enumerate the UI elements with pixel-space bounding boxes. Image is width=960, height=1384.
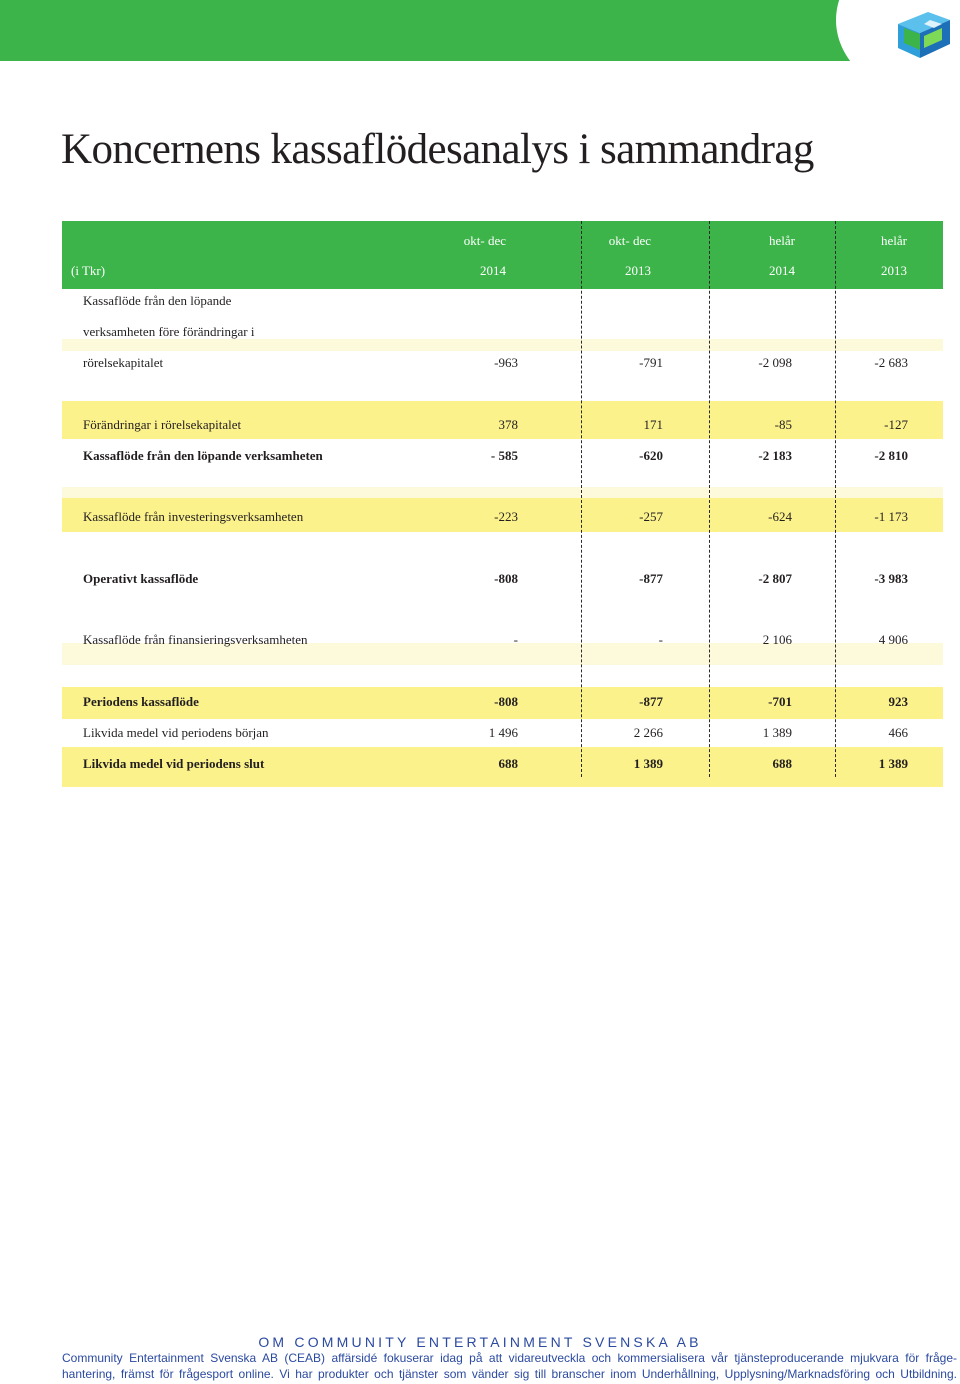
row-value: 1 389: [878, 756, 908, 771]
footer-description: [62, 1350, 957, 1382]
header-year-1: 2014: [480, 263, 506, 278]
column-divider: [581, 221, 582, 777]
row-value: -2 683: [874, 355, 908, 370]
row-label: Kassaflöde från den löpande: [83, 293, 232, 308]
row-value: 466: [888, 725, 908, 740]
row-label: verksamheten före förändringar i: [83, 324, 255, 339]
row-value: -963: [494, 355, 518, 370]
row-label: Kassaflöde från den löpande verksamheten: [83, 448, 323, 463]
row-value: 923: [888, 694, 908, 709]
row-value: 1 389: [633, 756, 663, 771]
footer-heading: OM COMMUNITY ENTERTAINMENT SVENSKA AB: [258, 1334, 702, 1350]
header-year-4: 2013: [881, 263, 907, 278]
row-value: -2 098: [758, 355, 792, 370]
row-label: Periodens kassaflöde: [83, 694, 199, 709]
footer-line: Community Entertainment Svenska AB (CEAB) affärsidé fokuserar idag på att vidareutveckla och kommersialisera vår tjänsteproducerande mjukvara för fråge-: [62, 1351, 957, 1365]
header-period-3: helår: [769, 233, 795, 248]
header-period-1: okt- dec: [463, 233, 506, 248]
row-label: rörelsekapitalet: [83, 355, 164, 370]
top-banner: [0, 0, 960, 61]
page-title: Koncernens kassaflödesanalys i sammandrag: [61, 126, 814, 173]
header-year-2: 2013: [625, 263, 651, 278]
footer-line: hantering, främst för frågesport online. Vi har produkter och tjänster som vänder sig till branscher inom Underhållning, Upplysning/Marknadsföring och Utbildning.: [62, 1367, 957, 1381]
row-label: Kassaflöde från finansieringsverksamheten: [83, 632, 308, 647]
cashflow-table: [62, 221, 943, 787]
row-label: Likvida medel vid periodens slut: [83, 756, 265, 771]
row-value: -2 810: [874, 448, 908, 463]
row-label: Operativt kassaflöde: [83, 571, 199, 586]
row-value: 2 106: [762, 632, 792, 647]
row-value: 688: [498, 756, 518, 771]
column-divider: [835, 221, 836, 777]
row-value: -127: [884, 417, 908, 432]
row-value: 1 496: [488, 725, 518, 740]
row-value: -257: [639, 509, 663, 524]
row-value: 4 906: [878, 632, 908, 647]
row-value: -: [658, 632, 663, 647]
row-value: -223: [494, 509, 518, 524]
header-unit-label: (i Tkr): [71, 263, 106, 278]
row-value: 171: [643, 417, 663, 432]
row-value: 2 266: [633, 725, 663, 740]
header-period-2: okt- dec: [608, 233, 651, 248]
row-value: -2 807: [758, 571, 792, 586]
header-year-3: 2014: [769, 263, 795, 278]
row-value: -2 183: [758, 448, 792, 463]
company-logo-cube-icon: [890, 6, 956, 62]
row-value: -877: [639, 694, 663, 709]
row-value: -85: [774, 417, 792, 432]
row-value: -808: [494, 571, 518, 586]
header-period-4: helår: [881, 233, 907, 248]
row-value: -808: [494, 694, 518, 709]
row-label: Kassaflöde från investeringsverksamheten: [83, 509, 304, 524]
row-value: - 585: [490, 448, 518, 463]
row-label: Likvida medel vid periodens början: [83, 725, 269, 740]
row-value: -624: [768, 509, 792, 524]
row-label: Förändringar i rörelsekapitalet: [83, 417, 242, 432]
row-value: -701: [768, 694, 792, 709]
row-value: -3 983: [874, 571, 908, 586]
row-value: -1 173: [874, 509, 908, 524]
row-value: -620: [639, 448, 663, 463]
column-divider: [709, 221, 710, 777]
row-value: -: [513, 632, 518, 647]
row-value: -791: [639, 355, 663, 370]
row-value: 1 389: [762, 725, 792, 740]
row-value: 378: [498, 417, 518, 432]
row-value: -877: [639, 571, 663, 586]
row-value: 688: [772, 756, 792, 771]
